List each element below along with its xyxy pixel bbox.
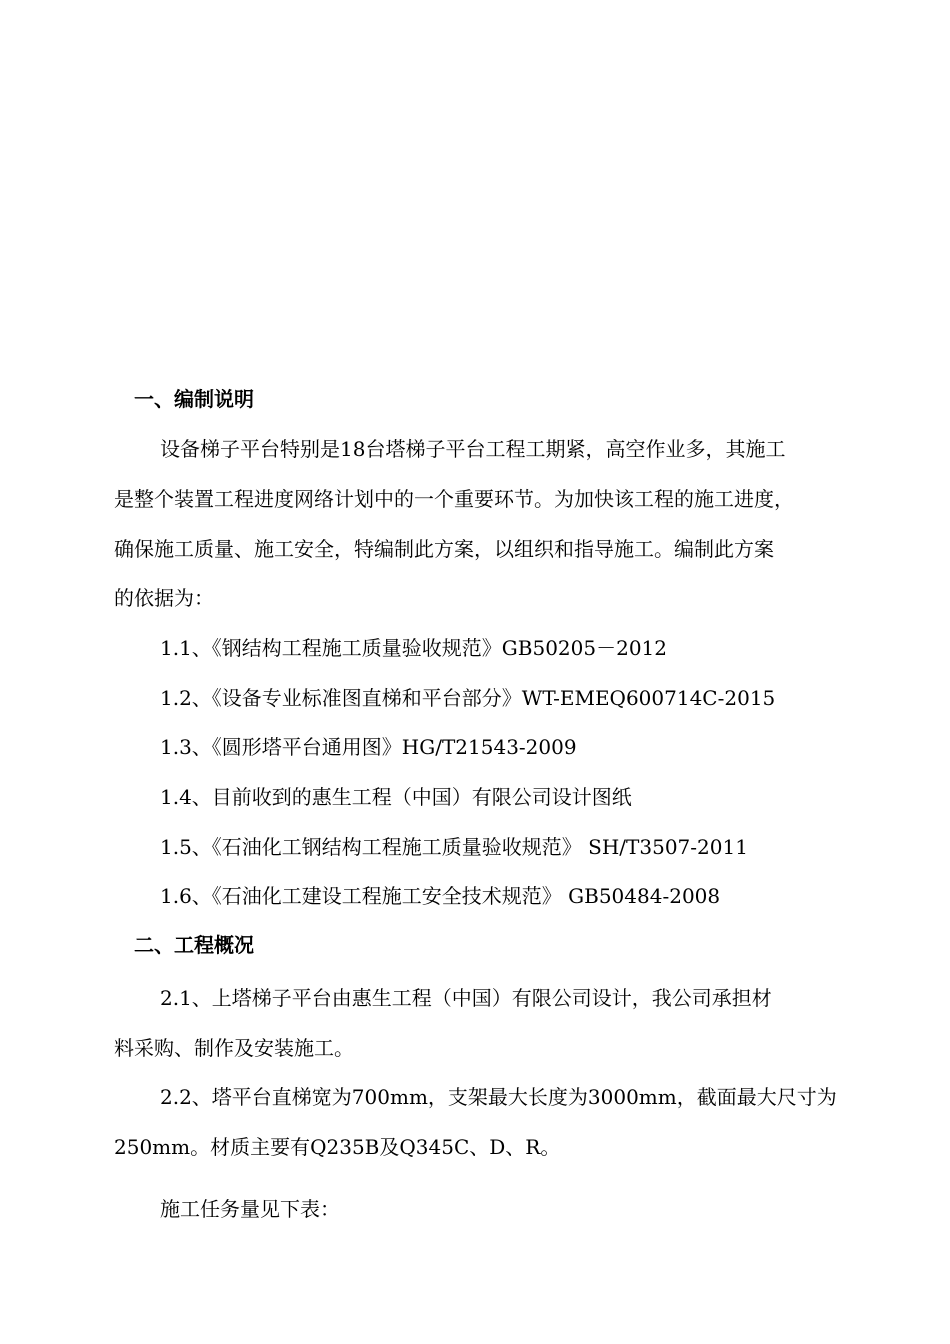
reference-item: 1.1、《钢结构工程施工质量验收规范》GB50205－2012 [160, 636, 668, 660]
reference-item: 1.2、《设备专业标准图直梯和平台部分》WT-EMEQ600714C-2015 [160, 686, 776, 710]
section-heading-2: 二、工程概况 [134, 933, 254, 957]
overview-line: 2.1、上塔梯子平台由惠生工程（中国）有限公司设计，我公司承担材 [160, 986, 772, 1010]
reference-item: 1.3、《圆形塔平台通用图》HG/T21543-2009 [160, 735, 577, 759]
overview-line: 料采购、制作及安装施工。 [114, 1036, 354, 1060]
intro-line: 确保施工质量、施工安全，特编制此方案，以组织和指导施工。编制此方案 [114, 537, 774, 561]
intro-line: 是整个装置工程进度网络计划中的一个重要环节。为加快该工程的施工进度， [114, 487, 794, 511]
intro-line: 的依据为： [114, 586, 214, 610]
reference-item: 1.4、目前收到的惠生工程（中国）有限公司设计图纸 [160, 785, 632, 809]
section-heading-1: 一、编制说明 [134, 387, 254, 411]
overview-line: 2.2、塔平台直梯宽为700mm，支架最大长度为3000mm，截面最大尺寸为 [160, 1085, 837, 1109]
reference-item: 1.6、《石油化工建设工程施工安全技术规范》 GB50484-2008 [160, 884, 721, 908]
intro-line: 设备梯子平台特别是18台塔梯子平台工程工期紧，高空作业多，其施工 [160, 437, 786, 461]
overview-line: 250mm。材质主要有Q235B及Q345C、D、R。 [114, 1135, 561, 1159]
reference-item: 1.5、《石油化工钢结构工程施工质量验收规范》 SH/T3507-2011 [160, 835, 748, 859]
table-intro: 施工任务量见下表： [160, 1197, 340, 1221]
